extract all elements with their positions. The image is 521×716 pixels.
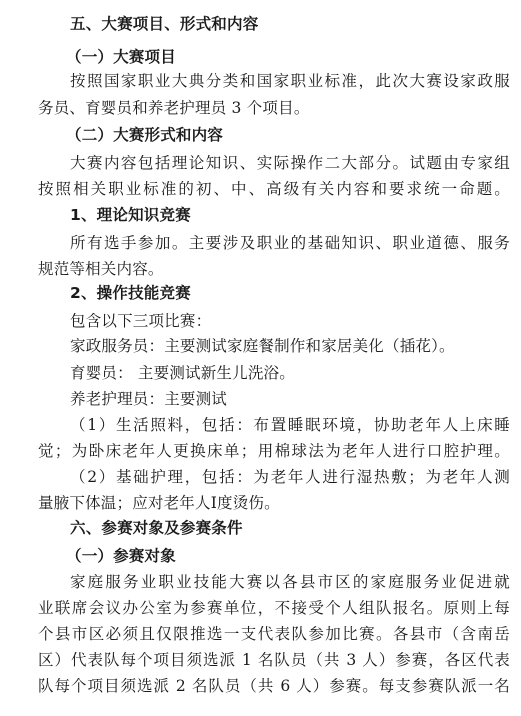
paragraph-line: 区）代表队每个项目须选派 1 名队员（共 3 人）参赛，各区代表 — [38, 651, 510, 669]
paragraph-line: 家庭服务业职业技能大赛以各县市区的家庭服务业促进就 — [70, 573, 510, 591]
paragraph-line: 觉；为卧床老年人更换床单；用棉球法为老年人进行口腔护理。 — [38, 442, 510, 460]
paragraph-line: 按照相关职业标准的初、中、高级有关内容和要求统一命题。 — [38, 180, 510, 198]
paragraph-line: 务员、育婴员和养老护理员 3 个项目。 — [38, 99, 310, 117]
paragraph-line: （1）生活照料，包括：布置睡眠环境，协助老年人上床睡 — [70, 416, 510, 434]
paragraph-line: 量腋下体温；应对老年人Ⅰ度烫伤。 — [38, 494, 280, 512]
paragraph-line: 规范等相关内容。 — [38, 260, 164, 278]
subsection-heading-participants: （一）参赛对象 — [66, 546, 176, 565]
section-heading-5: 五、大赛项目、形式和内容 — [70, 15, 259, 33]
paragraph-line: （2）基础护理，包括：为老年人进行湿热敷；为老年人测 — [70, 468, 510, 486]
paragraph-line: 所有选手参加。主要涉及职业的基础知识、职业道德、服务 — [70, 234, 510, 252]
section-heading-6: 六、参赛对象及参赛条件 — [70, 519, 243, 537]
paragraph-line: 包含以下三项比赛： — [70, 312, 212, 330]
subsection-heading-competition-format: （二）大赛形式和内容 — [66, 125, 224, 144]
paragraph-line: 个县市区必须且仅限推选一支代表队参加比赛。各县市（含南岳 — [38, 625, 510, 643]
paragraph-line: 业联席会议办公室为参赛单位，不接受个人组队报名。原则上每 — [38, 599, 510, 617]
subheading-theory-competition: 1、理论知识竞赛 — [70, 206, 191, 224]
paragraph-line: 家政服务员：主要测试家庭餐制作和家居美化（插花）。 — [70, 337, 455, 355]
paragraph-line: 养老护理员：主要测试 — [70, 390, 228, 408]
paragraph-line: 队每个项目须选派 2 名队员（共 6 人）参赛。每支参赛队派一名 — [38, 677, 510, 695]
paragraph-line: 按照国家职业大典分类和国家职业标准，此次大赛设家政服 — [70, 72, 510, 90]
paragraph-line: 育婴员： 主要测试新生儿洗浴。 — [70, 364, 295, 382]
paragraph-line: 大赛内容包括理论知识、实际操作二大部分。试题由专家组 — [70, 154, 510, 172]
subheading-skills-competition: 2、操作技能竞赛 — [70, 284, 191, 302]
subsection-heading-competition-items: （一）大赛项目 — [66, 47, 176, 66]
